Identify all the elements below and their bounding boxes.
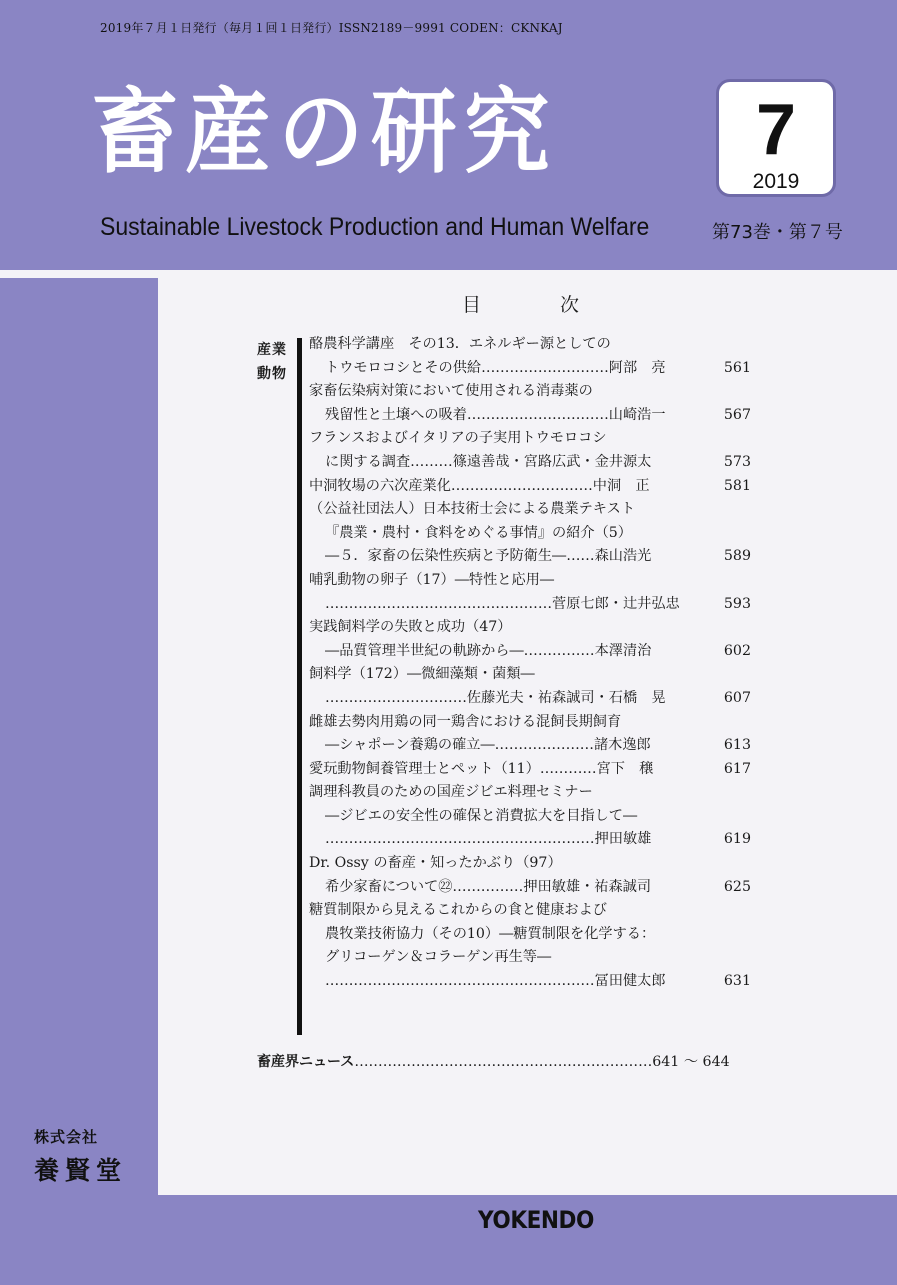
toc-line bbox=[309, 923, 751, 947]
toc-page-number: 619 bbox=[713, 828, 751, 852]
toc-line-text: 農牧業技術協力（その10）―糖質制限を化学する： bbox=[325, 925, 656, 942]
toc-line bbox=[309, 522, 751, 546]
toc-page-number: 567 bbox=[713, 404, 751, 428]
toc-line bbox=[309, 663, 751, 687]
toc-page-number: 607 bbox=[713, 687, 751, 711]
toc-line bbox=[309, 593, 751, 617]
toc-line bbox=[309, 380, 751, 404]
toc-line bbox=[309, 734, 751, 758]
toc-page-number: 613 bbox=[713, 734, 751, 758]
toc-line bbox=[309, 357, 751, 381]
news-leader: ……………………………………………………… bbox=[354, 1054, 653, 1070]
publisher-name: 養賢堂 bbox=[34, 1156, 128, 1185]
journal-subtitle: Sustainable Livestock Production and Human Welfare bbox=[100, 213, 650, 241]
toc-page-number: 602 bbox=[713, 640, 751, 664]
toc-line-text: …………………………………………………冨田健太郎 bbox=[325, 973, 666, 990]
toc-line bbox=[309, 899, 751, 923]
toc-line bbox=[309, 758, 751, 782]
toc-line-text: …………………………佐藤光夫・祐森誠司・石橋 晃 bbox=[325, 689, 666, 706]
toc-line bbox=[309, 876, 751, 900]
news-pages: 641 ～ 644 bbox=[652, 1054, 730, 1070]
toc-page-number: 589 bbox=[713, 545, 751, 569]
toc-line bbox=[309, 852, 751, 876]
toc-line-text: 『農業・農村・食料をめぐる事情』の紹介（5） bbox=[325, 524, 632, 541]
toc-page-number: 631 bbox=[713, 970, 751, 994]
toc-line bbox=[309, 569, 751, 593]
toc-line-text: トウモロコシとその供給………………………阿部 亮 bbox=[325, 359, 666, 376]
toc-page-number: 573 bbox=[713, 451, 751, 475]
journal-title: 畜産の研究 bbox=[92, 79, 558, 186]
issue-number: 7 bbox=[755, 90, 797, 170]
left-sidebar bbox=[0, 278, 158, 1195]
volume-number: 第73巻・第７号 bbox=[712, 222, 843, 243]
toc-line-text: フランスおよびイタリアの子実用トウモロコシ bbox=[309, 430, 607, 447]
toc-line bbox=[309, 475, 751, 499]
toc-heading: 目 次 bbox=[462, 294, 610, 316]
publisher-logo: YOKENDO bbox=[478, 1206, 594, 1234]
news-label: 畜産界ニュース bbox=[257, 1054, 355, 1070]
publication-info: 2019年７月１日発行（毎月１回１日発行）ISSN2189－9991 CODEN：CKNKAJ bbox=[100, 21, 563, 35]
toc-line-text: ―ジビエの安全性の確保と消費拡大を目指して― bbox=[325, 807, 638, 824]
toc-line-text: ―品質管理半世紀の軌跡から―……………本澤清治 bbox=[325, 642, 652, 659]
toc-line-text: 中洞牧場の六次産業化…………………………中洞 正 bbox=[309, 477, 650, 494]
toc-line bbox=[309, 805, 751, 829]
toc-line bbox=[309, 333, 751, 357]
category-label: 産業 bbox=[257, 342, 287, 358]
toc-page-number: 581 bbox=[713, 475, 751, 499]
toc-line-text: 哺乳動物の卵子（17）―特性と応用― bbox=[309, 571, 555, 588]
publisher-type: 株式会社 bbox=[34, 1128, 99, 1146]
category-bar bbox=[297, 338, 302, 1035]
toc-line bbox=[309, 498, 751, 522]
toc-line-text: Dr. Ossy の畜産・知ったかぶり（97） bbox=[309, 855, 562, 872]
toc-category bbox=[257, 338, 287, 386]
toc-line-text: （公益社団法人）日本技術士会による農業テキスト bbox=[309, 501, 636, 518]
toc-line-text: 調理科教員のための国産ジビエ料理セミナー bbox=[309, 784, 593, 801]
toc-line bbox=[309, 451, 751, 475]
publisher-block bbox=[34, 1126, 127, 1187]
toc-line-text: …………………………………………菅原七郎・辻井弘忠 bbox=[325, 595, 680, 612]
toc-page-number: 617 bbox=[713, 758, 751, 782]
toc-line bbox=[309, 781, 751, 805]
toc-line-text: …………………………………………………押田敏雄 bbox=[325, 831, 652, 848]
toc-line-text: 残留性と土壌への吸着…………………………山崎浩一 bbox=[325, 406, 666, 423]
toc-line-text: ―５．家畜の伝染性疾病と予防衛生―……森山浩光 bbox=[325, 548, 652, 565]
toc-line-text: 雌雄去勢肉用鶏の同一鶏舎における混飼長期飼育 bbox=[309, 713, 622, 730]
toc-line-text: 実践飼料学の失敗と成功（47） bbox=[309, 619, 512, 636]
category-label: 動物 bbox=[257, 366, 287, 382]
toc-line-text: 愛玩動物飼養管理士とペット（11）…………宮下 穣 bbox=[309, 760, 654, 777]
toc-line bbox=[309, 404, 751, 428]
toc-line-text: 糖質制限から見えるこれからの食と健康および bbox=[309, 902, 607, 919]
toc-line bbox=[309, 640, 751, 664]
issue-box bbox=[716, 79, 836, 197]
toc-line bbox=[309, 828, 751, 852]
toc-line-text: 家畜伝染病対策において使用される消毒薬の bbox=[309, 383, 593, 400]
toc-line bbox=[309, 616, 751, 640]
toc-line bbox=[309, 687, 751, 711]
toc-line-text: グリコーゲン＆コラーゲン再生等― bbox=[325, 949, 552, 966]
toc-list bbox=[309, 333, 751, 994]
toc-line-text: 飼料学（172）―微細藻類・菌類― bbox=[309, 666, 535, 683]
toc-line-text: 酪農科学講座 その13．エネルギー源としての bbox=[309, 336, 611, 352]
toc-page-number: 625 bbox=[713, 876, 751, 900]
cover-footer bbox=[0, 1195, 897, 1285]
toc-line bbox=[309, 946, 751, 970]
toc-line bbox=[309, 427, 751, 451]
toc-page-number: 593 bbox=[713, 593, 751, 617]
toc-line-text: に関する調査………篠遠善哉・宮路広武・金井源太 bbox=[325, 453, 652, 470]
toc-line-text: 希少家畜について㉒……………押田敏雄・祐森誠司 bbox=[325, 878, 652, 895]
toc-page-number: 561 bbox=[713, 357, 751, 381]
toc-line bbox=[309, 970, 751, 994]
issue-year: 2019 bbox=[752, 170, 800, 193]
news-line bbox=[257, 1050, 751, 1074]
toc-line-text: ―シャポーン養鶏の確立―…………………諸木逸郎 bbox=[325, 737, 651, 754]
toc-line bbox=[309, 545, 751, 569]
toc-line bbox=[309, 711, 751, 735]
